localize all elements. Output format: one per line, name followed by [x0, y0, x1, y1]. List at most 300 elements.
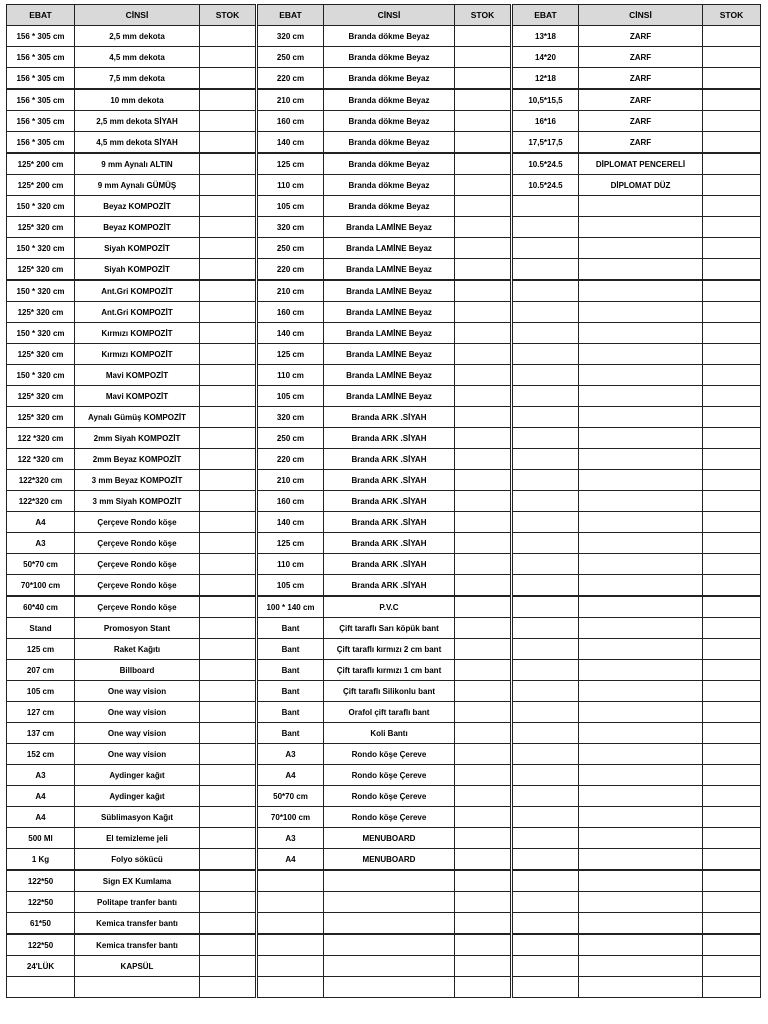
cinsi-cell: [579, 407, 703, 428]
ebat-cell: 10.5*24.5: [513, 175, 579, 196]
table-row: [7, 744, 761, 765]
ebat-cell: 150 * 320 cm: [7, 365, 75, 386]
cinsi-cell: ZARF: [579, 111, 703, 132]
cinsi-cell: [579, 744, 703, 765]
stok-cell[interactable]: [455, 470, 511, 491]
cinsi-cell: [324, 934, 455, 956]
stok-cell[interactable]: [703, 596, 761, 618]
cinsi-cell: Branda dökme Beyaz: [324, 111, 455, 132]
ebat-cell: 125 cm: [258, 344, 324, 365]
stok-cell[interactable]: [200, 280, 256, 302]
cinsi-cell: [579, 365, 703, 386]
stok-cell[interactable]: [455, 344, 511, 365]
stok-cell[interactable]: [200, 554, 256, 575]
cinsi-cell: [324, 913, 455, 935]
ebat-cell: 125* 320 cm: [7, 344, 75, 365]
stok-cell[interactable]: [200, 849, 256, 871]
stok-cell[interactable]: [200, 407, 256, 428]
stok-cell[interactable]: [703, 132, 761, 154]
cinsi-cell: [579, 828, 703, 849]
cinsi-cell: Branda dökme Beyaz: [324, 132, 455, 154]
stok-cell[interactable]: [455, 132, 511, 154]
ebat-cell: [513, 470, 579, 491]
stok-cell[interactable]: [200, 765, 256, 786]
cinsi-cell: Branda ARK .SİYAH: [324, 533, 455, 554]
ebat-cell: 156 * 305 cm: [7, 68, 75, 90]
stok-cell[interactable]: [200, 175, 256, 196]
stok-cell[interactable]: [703, 449, 761, 470]
cinsi-cell: [579, 786, 703, 807]
ebat-cell: 12*18: [513, 68, 579, 90]
stok-cell[interactable]: [455, 786, 511, 807]
stok-cell[interactable]: [200, 681, 256, 702]
stok-cell[interactable]: [200, 934, 256, 956]
ebat-cell: 24'LÜK: [7, 956, 75, 977]
stok-cell[interactable]: [200, 323, 256, 344]
ebat-cell: 156 * 305 cm: [7, 89, 75, 111]
cinsi-cell: Branda LAMİNE Beyaz: [324, 238, 455, 259]
ebat-cell: [513, 217, 579, 238]
stok-cell[interactable]: [455, 238, 511, 259]
cinsi-cell: [579, 660, 703, 681]
stok-cell[interactable]: [703, 913, 761, 935]
cinsi-cell: Politape tranfer bantı: [75, 892, 200, 913]
stok-cell[interactable]: [455, 681, 511, 702]
cinsi-cell: [579, 323, 703, 344]
stok-cell[interactable]: [703, 280, 761, 302]
stok-cell[interactable]: [455, 533, 511, 554]
ebat-cell: [258, 977, 324, 998]
cinsi-cell: 3 mm Siyah KOMPOZİT: [75, 491, 200, 512]
stok-cell[interactable]: [703, 491, 761, 512]
stok-cell[interactable]: [200, 744, 256, 765]
stok-cell[interactable]: [455, 702, 511, 723]
ebat-cell: 250 cm: [258, 428, 324, 449]
stok-cell[interactable]: [703, 153, 761, 175]
stok-cell[interactable]: [200, 618, 256, 639]
ebat-cell: [513, 786, 579, 807]
stok-cell[interactable]: [703, 533, 761, 554]
ebat-cell: [513, 849, 579, 871]
stok-cell[interactable]: [703, 89, 761, 111]
stok-cell[interactable]: [455, 196, 511, 217]
stok-cell[interactable]: [200, 111, 256, 132]
stok-cell[interactable]: [455, 428, 511, 449]
ebat-cell: [513, 280, 579, 302]
stok-cell[interactable]: [703, 196, 761, 217]
cinsi-cell: Folyo sökücü: [75, 849, 200, 871]
stok-cell[interactable]: [455, 175, 511, 196]
cinsi-cell: 2mm Siyah KOMPOZİT: [75, 428, 200, 449]
stok-cell[interactable]: [455, 913, 511, 935]
stok-cell[interactable]: [703, 238, 761, 259]
table-row: [7, 302, 761, 323]
stok-cell[interactable]: [200, 702, 256, 723]
table-row: [7, 554, 761, 575]
stok-cell[interactable]: [455, 956, 511, 977]
cinsi-cell: Kırmızı KOMPOZİT: [75, 323, 200, 344]
stok-cell[interactable]: [703, 428, 761, 449]
cinsi-cell: Branda LAMİNE Beyaz: [324, 323, 455, 344]
stok-cell[interactable]: [703, 828, 761, 849]
cinsi-cell: Rondo köşe Çereve: [324, 786, 455, 807]
ebat-cell: [513, 807, 579, 828]
table-row: [7, 618, 761, 639]
table-row: [7, 681, 761, 702]
stok-cell[interactable]: [703, 26, 761, 47]
stok-cell[interactable]: [703, 681, 761, 702]
stok-cell[interactable]: [703, 470, 761, 491]
cinsi-cell: [579, 807, 703, 828]
cinsi-cell: [324, 892, 455, 913]
stok-cell[interactable]: [703, 870, 761, 892]
ebat-cell: 140 cm: [258, 132, 324, 154]
stok-cell[interactable]: [200, 913, 256, 935]
cinsi-cell: Kemica transfer bantı: [75, 934, 200, 956]
ebat-cell: [513, 702, 579, 723]
stok-cell[interactable]: [200, 512, 256, 533]
ebat-cell: Bant: [258, 639, 324, 660]
cinsi-cell: Çerçeve Rondo köşe: [75, 554, 200, 575]
ebat-cell: 125* 200 cm: [7, 175, 75, 196]
ebat-cell: 160 cm: [258, 302, 324, 323]
stok-cell[interactable]: [455, 977, 511, 998]
ebat-cell: 50*70 cm: [258, 786, 324, 807]
stok-cell[interactable]: [703, 786, 761, 807]
table-row: [7, 596, 761, 618]
stok-cell[interactable]: [200, 723, 256, 744]
stok-cell[interactable]: [200, 132, 256, 154]
stok-cell[interactable]: [200, 47, 256, 68]
stok-cell[interactable]: [455, 407, 511, 428]
cinsi-cell: [579, 259, 703, 281]
stok-cell[interactable]: [703, 956, 761, 977]
stok-cell[interactable]: [455, 259, 511, 281]
cinsi-cell: Çift taraflı kırmızı 2 cm bant: [324, 639, 455, 660]
stok-cell[interactable]: [200, 491, 256, 512]
stok-cell[interactable]: [703, 111, 761, 132]
stok-cell[interactable]: [200, 575, 256, 597]
ebat-cell: A3: [7, 765, 75, 786]
stok-cell[interactable]: [703, 68, 761, 90]
stok-cell[interactable]: [200, 217, 256, 238]
ebat-cell: 122*50: [7, 892, 75, 913]
ebat-cell: 10.5*24.5: [513, 153, 579, 175]
ebat-cell: Bant: [258, 702, 324, 723]
ebat-cell: 61*50: [7, 913, 75, 935]
stok-cell[interactable]: [200, 344, 256, 365]
stok-cell[interactable]: [200, 533, 256, 554]
table-row: [7, 807, 761, 828]
ebat-cell: [513, 533, 579, 554]
ebat-cell: [513, 428, 579, 449]
cinsi-cell: [579, 428, 703, 449]
stok-cell[interactable]: [455, 870, 511, 892]
stok-cell[interactable]: [200, 977, 256, 998]
ebat-cell: 125 cm: [7, 639, 75, 660]
cinsi-cell: Branda LAMİNE Beyaz: [324, 259, 455, 281]
cinsi-cell: Siyah KOMPOZİT: [75, 259, 200, 281]
stok-cell[interactable]: [455, 554, 511, 575]
ebat-cell: Bant: [258, 660, 324, 681]
cinsi-cell: MENUBOARD: [324, 828, 455, 849]
stok-cell[interactable]: [703, 217, 761, 238]
stok-cell[interactable]: [455, 89, 511, 111]
stok-cell[interactable]: [455, 618, 511, 639]
cinsi-cell: [579, 554, 703, 575]
stok-cell[interactable]: [455, 512, 511, 533]
stok-cell[interactable]: [703, 639, 761, 660]
stok-cell[interactable]: [455, 153, 511, 175]
cinsi-cell: 2mm Beyaz KOMPOZİT: [75, 449, 200, 470]
ebat-cell: 125* 200 cm: [7, 153, 75, 175]
stok-cell[interactable]: [455, 491, 511, 512]
stok-cell[interactable]: [455, 217, 511, 238]
stok-cell[interactable]: [200, 639, 256, 660]
stok-cell[interactable]: [703, 323, 761, 344]
ebat-cell: 70*100 cm: [258, 807, 324, 828]
ebat-cell: 10,5*15,5: [513, 89, 579, 111]
ebat-cell: 125* 320 cm: [7, 386, 75, 407]
stok-cell[interactable]: [455, 365, 511, 386]
stok-cell[interactable]: [455, 386, 511, 407]
stok-cell[interactable]: [200, 365, 256, 386]
stok-cell[interactable]: [703, 765, 761, 786]
ebat-cell: 105 cm: [258, 386, 324, 407]
ebat-cell: 100 * 140 cm: [258, 596, 324, 618]
col-header-cinsi: CİNSİ: [579, 5, 703, 26]
stok-cell[interactable]: [455, 849, 511, 871]
stok-cell[interactable]: [455, 323, 511, 344]
stok-cell[interactable]: [200, 596, 256, 618]
table-row: [7, 575, 761, 597]
cinsi-cell: [579, 470, 703, 491]
table-row: [7, 386, 761, 407]
stok-cell[interactable]: [200, 828, 256, 849]
table-row: [7, 639, 761, 660]
cinsi-cell: [579, 491, 703, 512]
table-row: [7, 533, 761, 554]
cinsi-cell: Branda ARK .SİYAH: [324, 428, 455, 449]
ebat-cell: 122*50: [7, 870, 75, 892]
stok-cell[interactable]: [703, 302, 761, 323]
stok-cell[interactable]: [703, 849, 761, 871]
stok-cell[interactable]: [455, 68, 511, 90]
stok-cell[interactable]: [200, 470, 256, 491]
table-row: [7, 828, 761, 849]
ebat-cell: [513, 596, 579, 618]
stok-cell[interactable]: [200, 892, 256, 913]
ebat-cell: [513, 365, 579, 386]
stok-cell[interactable]: [703, 575, 761, 597]
stok-cell[interactable]: [703, 407, 761, 428]
stok-cell[interactable]: [200, 956, 256, 977]
stok-cell[interactable]: [455, 723, 511, 744]
cinsi-cell: MENUBOARD: [324, 849, 455, 871]
stok-cell[interactable]: [703, 47, 761, 68]
ebat-cell: [513, 344, 579, 365]
stok-cell[interactable]: [455, 828, 511, 849]
cinsi-cell: Çerçeve Rondo köşe: [75, 575, 200, 597]
stok-cell[interactable]: [200, 870, 256, 892]
stok-cell[interactable]: [703, 512, 761, 533]
cinsi-cell: DİPLOMAT PENCERELİ: [579, 153, 703, 175]
stok-cell[interactable]: [200, 786, 256, 807]
ebat-cell: A3: [258, 828, 324, 849]
stok-cell[interactable]: [200, 89, 256, 111]
cinsi-cell: DİPLOMAT DÜZ: [579, 175, 703, 196]
stok-cell[interactable]: [200, 238, 256, 259]
stok-cell[interactable]: [703, 807, 761, 828]
stok-cell[interactable]: [455, 302, 511, 323]
table-row: [7, 470, 761, 491]
stok-cell[interactable]: [455, 639, 511, 660]
table-row: [7, 365, 761, 386]
cinsi-cell: Branda dökme Beyaz: [324, 47, 455, 68]
stok-cell[interactable]: [455, 449, 511, 470]
stok-cell[interactable]: [703, 702, 761, 723]
cinsi-cell: Çerçeve Rondo köşe: [75, 596, 200, 618]
cinsi-cell: Branda ARK .SİYAH: [324, 407, 455, 428]
stok-cell[interactable]: [703, 977, 761, 998]
stok-cell[interactable]: [703, 892, 761, 913]
ebat-cell: [513, 977, 579, 998]
cinsi-cell: [579, 870, 703, 892]
cinsi-cell: Aydinger kağıt: [75, 765, 200, 786]
ebat-cell: [513, 934, 579, 956]
cinsi-cell: Branda ARK .SİYAH: [324, 575, 455, 597]
stok-cell[interactable]: [455, 575, 511, 597]
table-row: [7, 849, 761, 871]
cinsi-cell: Beyaz KOMPOZİT: [75, 217, 200, 238]
cinsi-cell: Branda ARK .SİYAH: [324, 554, 455, 575]
stok-cell[interactable]: [455, 744, 511, 765]
cinsi-cell: Çift taraflı Sarı köpük bant: [324, 618, 455, 639]
stok-cell[interactable]: [703, 618, 761, 639]
stok-cell[interactable]: [455, 596, 511, 618]
stok-cell[interactable]: [200, 153, 256, 175]
ebat-cell: [513, 238, 579, 259]
cinsi-cell: [324, 956, 455, 977]
ebat-cell: 60*40 cm: [7, 596, 75, 618]
cinsi-cell: Billboard: [75, 660, 200, 681]
cinsi-cell: [579, 639, 703, 660]
cinsi-cell: Süblimasyon Kağıt: [75, 807, 200, 828]
table-row: [7, 323, 761, 344]
ebat-cell: A4: [7, 807, 75, 828]
stok-cell[interactable]: [703, 365, 761, 386]
ebat-cell: 160 cm: [258, 111, 324, 132]
cinsi-cell: Branda LAMİNE Beyaz: [324, 386, 455, 407]
cinsi-cell: Branda dökme Beyaz: [324, 26, 455, 47]
stok-cell[interactable]: [200, 259, 256, 281]
cinsi-cell: Kırmızı KOMPOZİT: [75, 344, 200, 365]
cinsi-cell: [579, 596, 703, 618]
table-row: [7, 660, 761, 681]
stok-cell[interactable]: [455, 280, 511, 302]
stok-cell[interactable]: [200, 386, 256, 407]
ebat-cell: [258, 956, 324, 977]
ebat-cell: 110 cm: [258, 365, 324, 386]
cinsi-cell: [579, 449, 703, 470]
table-row: [7, 870, 761, 892]
ebat-cell: [513, 765, 579, 786]
ebat-cell: 150 * 320 cm: [7, 280, 75, 302]
ebat-cell: [258, 870, 324, 892]
cinsi-cell: El temizleme jeli: [75, 828, 200, 849]
stok-cell[interactable]: [455, 934, 511, 956]
stok-cell[interactable]: [200, 449, 256, 470]
stok-cell[interactable]: [455, 660, 511, 681]
cinsi-cell: [579, 765, 703, 786]
stok-cell[interactable]: [455, 47, 511, 68]
ebat-cell: 122 *320 cm: [7, 428, 75, 449]
cinsi-cell: [579, 618, 703, 639]
ebat-cell: 156 * 305 cm: [7, 26, 75, 47]
stok-cell[interactable]: [703, 344, 761, 365]
stok-cell[interactable]: [455, 111, 511, 132]
cinsi-cell: 9 mm Aynalı ALTIN: [75, 153, 200, 175]
cinsi-cell: Branda dökme Beyaz: [324, 175, 455, 196]
stok-cell[interactable]: [455, 765, 511, 786]
ebat-cell: A4: [258, 849, 324, 871]
stok-cell[interactable]: [200, 26, 256, 47]
table-row: [7, 153, 761, 175]
ebat-cell: [513, 575, 579, 597]
ebat-cell: 320 cm: [258, 407, 324, 428]
cinsi-cell: 4,5 mm dekota SİYAH: [75, 132, 200, 154]
stok-cell[interactable]: [455, 26, 511, 47]
cinsi-cell: [579, 575, 703, 597]
table-row: [7, 702, 761, 723]
stok-cell[interactable]: [200, 302, 256, 323]
cinsi-cell: Siyah KOMPOZİT: [75, 238, 200, 259]
stok-cell[interactable]: [200, 428, 256, 449]
ebat-cell: [513, 196, 579, 217]
ebat-cell: [513, 449, 579, 470]
stok-cell[interactable]: [703, 554, 761, 575]
table-row: [7, 512, 761, 533]
ebat-cell: 500 Ml: [7, 828, 75, 849]
cinsi-cell: Branda LAMİNE Beyaz: [324, 217, 455, 238]
stok-cell[interactable]: [703, 744, 761, 765]
stok-cell[interactable]: [703, 723, 761, 744]
stok-cell[interactable]: [200, 68, 256, 90]
cinsi-cell: [579, 702, 703, 723]
table-row: [7, 765, 761, 786]
cinsi-cell: ZARF: [579, 68, 703, 90]
stok-cell[interactable]: [200, 660, 256, 681]
table-row: [7, 892, 761, 913]
stok-cell[interactable]: [200, 196, 256, 217]
stok-cell[interactable]: [703, 259, 761, 281]
ebat-cell: 122*320 cm: [7, 491, 75, 512]
stok-cell[interactable]: [703, 175, 761, 196]
ebat-cell: [513, 491, 579, 512]
stok-cell[interactable]: [455, 807, 511, 828]
stok-cell[interactable]: [703, 934, 761, 956]
cinsi-cell: Kemica transfer bantı: [75, 913, 200, 935]
stok-cell[interactable]: [200, 807, 256, 828]
cinsi-cell: Raket Kağıtı: [75, 639, 200, 660]
cinsi-cell: P.V.C: [324, 596, 455, 618]
stok-cell[interactable]: [455, 892, 511, 913]
stok-cell[interactable]: [703, 660, 761, 681]
stok-cell[interactable]: [703, 386, 761, 407]
cinsi-cell: [579, 934, 703, 956]
ebat-cell: 125* 320 cm: [7, 259, 75, 281]
cinsi-cell: Aynalı Gümüş KOMPOZİT: [75, 407, 200, 428]
